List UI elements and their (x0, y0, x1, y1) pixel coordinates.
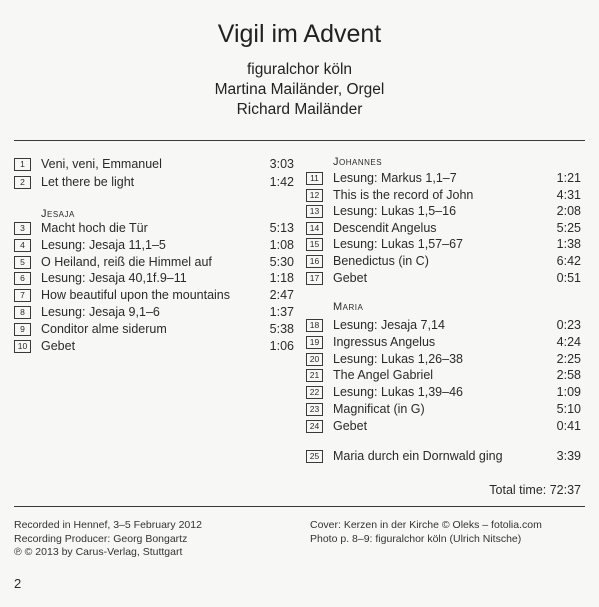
footer-line: ℗ © 2013 by Carus-Verlag, Stuttgart (14, 546, 183, 558)
track-title: O Heiland, reiß die Himmel auf (41, 254, 212, 269)
track-title: Lesung: Jesaja 9,1–6 (41, 305, 160, 319)
track-duration: 3:03 (269, 157, 294, 171)
track-number: 20 (306, 353, 323, 366)
track-number: 14 (306, 222, 323, 235)
track-row (306, 270, 584, 286)
track-title: Lesung: Lukas 1,57–67 (333, 237, 463, 252)
track-row (306, 418, 584, 434)
track-duration: 1:08 (269, 237, 294, 252)
track-duration: 1:18 (269, 271, 294, 286)
section-heading-jesaja: Jesaja (41, 208, 75, 220)
credit-choir: figuralchor köln (246, 61, 353, 78)
track-row (14, 321, 294, 337)
track-title: Macht hoch die Tür (41, 221, 148, 235)
track-row (306, 317, 584, 333)
track-row (14, 156, 294, 172)
page-number: 2 (14, 576, 22, 591)
top-divider (14, 140, 585, 141)
track-row (14, 304, 294, 320)
track-number: 3 (14, 222, 31, 235)
track-number: 15 (306, 238, 323, 251)
track-duration: 1:06 (269, 338, 294, 353)
track-title: Ingressus Angelus (333, 334, 436, 349)
track-row (306, 220, 584, 236)
track-duration: 1:42 (269, 174, 294, 189)
track-number: 8 (14, 306, 31, 319)
track-number: 4 (14, 239, 31, 252)
track-row (306, 236, 584, 252)
section-heading-johannes: Johannes (333, 156, 383, 168)
track-row (14, 174, 294, 190)
track-title: Lesung: Markus 1,1–7 (333, 171, 457, 185)
track-title: Lesung: Jesaja 7,14 (333, 318, 445, 332)
track-row (306, 351, 584, 367)
track-title: How beautiful upon the mountains (41, 288, 231, 303)
track-duration: 3:39 (556, 449, 581, 463)
track-duration: 5:13 (269, 221, 294, 235)
track-number: 19 (306, 336, 323, 349)
total-time: Total time: 72:37 (489, 483, 581, 497)
track-number: 25 (306, 450, 323, 463)
track-number: 23 (306, 403, 323, 416)
track-title: Gebet (333, 270, 368, 285)
track-duration: 2:08 (556, 204, 581, 219)
track-duration: 1:09 (556, 385, 581, 400)
credit-conductor: Richard Mailänder (236, 101, 363, 118)
credits (0, 60, 599, 120)
track-number: 12 (306, 189, 323, 202)
track-title: Gebet (333, 418, 368, 433)
track-duration: 2:58 (556, 368, 581, 383)
bottom-divider (14, 506, 585, 507)
track-row (306, 203, 584, 219)
track-duration: 5:30 (269, 254, 294, 269)
track-duration: 5:25 (556, 220, 581, 235)
track-title: The Angel Gabriel (333, 368, 434, 383)
track-duration: 1:38 (556, 237, 581, 252)
track-duration: 0:23 (556, 318, 581, 332)
track-title: Descendit Angelus (333, 220, 437, 235)
photo-credits (310, 519, 542, 546)
track-duration: 4:31 (556, 187, 581, 202)
track-duration: 6:42 (556, 254, 581, 268)
track-title: Let there be light (41, 174, 135, 189)
track-title: Benedictus (in C) (333, 254, 429, 268)
track-number: 16 (306, 255, 323, 268)
track-row (14, 254, 294, 270)
footer-line: Cover: Kerzen in der Kirche © Oleks – fotolia.com (310, 519, 542, 531)
track-number: 2 (14, 176, 31, 189)
track-title: Conditor alme siderum (41, 321, 167, 336)
track-number: 11 (306, 172, 323, 185)
footer-line: Recorded in Hennef, 3–5 February 2012 (14, 519, 202, 531)
track-row (14, 237, 294, 253)
recording-info (14, 519, 202, 560)
track-row (306, 334, 584, 350)
track-row (306, 367, 584, 383)
track-number: 9 (14, 323, 31, 336)
track-number: 17 (306, 272, 323, 285)
track-title: Lesung: Lukas 1,26–38 (333, 351, 463, 366)
track-duration: 1:21 (556, 171, 581, 185)
footer-line: Recording Producer: Georg Bongartz (14, 532, 188, 545)
track-duration: 2:25 (556, 351, 581, 366)
footer-line: Photo p. 8–9: figuralchor köln (Ulrich Nitsche) (310, 532, 522, 545)
track-row (306, 384, 584, 400)
track-row (14, 270, 294, 286)
track-row (306, 187, 584, 203)
track-title: Maria durch ein Dornwald ging (333, 449, 503, 463)
track-duration: 5:38 (269, 321, 294, 336)
track-duration: 0:41 (556, 418, 581, 433)
track-title: Lesung: Jesaja 11,1–5 (41, 237, 166, 252)
track-title: Gebet (41, 338, 76, 353)
track-row (306, 170, 584, 186)
track-number: 24 (306, 420, 323, 433)
track-row (14, 220, 294, 236)
track-number: 1 (14, 158, 31, 171)
track-duration: 5:10 (556, 402, 581, 416)
track-row (306, 253, 584, 269)
track-title: Lesung: Lukas 1,39–46 (333, 385, 463, 400)
track-number: 13 (306, 205, 323, 218)
track-number: 18 (306, 319, 323, 332)
track-number: 10 (14, 340, 31, 353)
track-duration: 0:51 (556, 270, 581, 285)
track-title: Magnificat (in G) (333, 402, 425, 416)
track-number: 22 (306, 386, 323, 399)
track-row (14, 287, 294, 303)
credit-organ: Martina Mailänder, Orgel (214, 81, 385, 98)
track-number: 6 (14, 272, 31, 285)
track-row (306, 448, 584, 464)
album-title: Vigil im Advent (217, 20, 382, 48)
track-row (306, 401, 584, 417)
track-duration: 2:47 (269, 288, 294, 303)
track-title: Lesung: Jesaja 40,1f.9–11 (41, 271, 187, 286)
track-title: Veni, veni, Emmanuel (41, 157, 162, 171)
track-number: 21 (306, 369, 323, 382)
track-duration: 4:24 (556, 334, 581, 349)
section-heading-maria: Maria (333, 301, 364, 313)
track-title: This is the record of John (333, 187, 474, 202)
track-number: 7 (14, 289, 31, 302)
track-row (14, 338, 294, 354)
track-title: Lesung: Lukas 1,5–16 (333, 204, 457, 219)
track-duration: 1:37 (269, 305, 294, 319)
track-number: 5 (14, 256, 31, 269)
